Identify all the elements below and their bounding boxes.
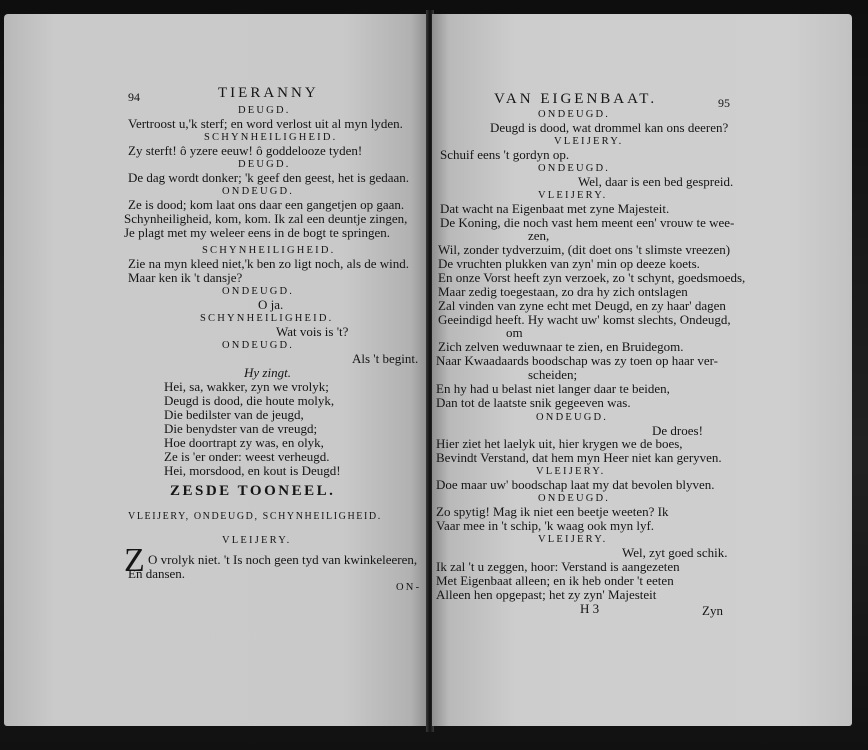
verse-line: O ja. xyxy=(258,297,284,312)
verse-line: De Koning, die noch vast hem meent een' vrouw te wee- xyxy=(440,215,735,230)
speaker-label: SCHYNHEILIGHEID. xyxy=(204,132,338,143)
verse-line: En onze Vorst heeft zyn verzoek, zo 't schynt, goedsmoeds, xyxy=(438,270,746,285)
verse-line: De droes! xyxy=(652,423,703,438)
catchword: Zyn xyxy=(702,603,723,618)
speaker-label: VLEIJERY. xyxy=(222,535,292,546)
verse-line: Wil, zonder tydverzuim, (dit doet ons 't slimste vreezen) xyxy=(438,242,731,257)
verse-line: Je plagt met my weleer eens in de bogt te springen. xyxy=(124,225,391,240)
verse-line: Wel, zyt goed schik. xyxy=(622,545,728,560)
speaker-label: ONDEUGD. xyxy=(222,286,295,297)
speaker-label: ONDEUGD. xyxy=(538,163,611,174)
verse-line: Schuif eens 't gordyn op. xyxy=(440,147,570,162)
right-page xyxy=(432,14,852,726)
verse-line: Hier ziet het laelyk uit, hier krygen we de boes, xyxy=(436,436,683,451)
speaker-label: VLEIJERY. xyxy=(554,136,624,147)
left-page xyxy=(4,14,428,726)
verse-line: De vruchten plukken van zyn' min op deeze koets. xyxy=(438,256,700,271)
song-line: Die bedilster van de jeugd, xyxy=(164,407,304,422)
signature-mark: H 3 xyxy=(580,601,600,616)
speaker-label: DEUGD. xyxy=(238,105,291,116)
verse-line: Zy sterft! ô yzere eeuw! ô goddelooze tyden! xyxy=(128,143,363,158)
verse-line: Zal vinden van zyne echt met Deugd, en zy haar' dagen xyxy=(438,298,726,313)
song-line: Hei, sa, wakker, zyn we vrolyk; xyxy=(164,379,329,394)
verse-line: Schynheiligheid, kom, kom. Ik zal een deuntje zingen, xyxy=(124,211,408,226)
verse-line: Naar Kwaadaards boodschap was zy toen op haar ver- xyxy=(436,353,719,368)
speaker-label: ONDEUGD. xyxy=(538,109,611,120)
verse-line: Dat wacht na Eigenbaat met zyne Majesteit. xyxy=(440,201,670,216)
scene-heading: ZESDE TOONEEL. xyxy=(170,483,336,499)
drop-cap: Z xyxy=(124,542,145,579)
verse-line: Zich zelven weduwnaar te zien, en Bruidegom. xyxy=(438,339,684,354)
verse-line: Ze is dood; kom laat ons daar een gangetjen op gaan. xyxy=(128,197,405,212)
stage-direction: Hy zingt. xyxy=(244,365,291,380)
verse-line: En hy had u belast niet langer daar te beiden, xyxy=(436,381,670,396)
verse-line: O vrolyk niet. 't Is noch geen tyd van kwinkeleeren, xyxy=(148,552,418,567)
verse-line: Bevindt Verstand, dat hem myn Heer niet kan geryven. xyxy=(436,450,722,465)
verse-line: scheiden; xyxy=(528,367,578,382)
verse-line: Ik zal 't u zeggen, hoor: Verstand is aangezeten xyxy=(436,559,680,574)
song-line: Hei, morsdood, en kout is Deugd! xyxy=(164,463,341,478)
verse-line: En dansen. xyxy=(128,566,186,581)
verse-line: Doe maar uw' boodschap laat my dat bevolen blyven. xyxy=(436,477,715,492)
verse-line: om xyxy=(506,325,523,340)
verse-line: Wel, daar is een bed gespreid. xyxy=(578,174,734,189)
speaker-label: VLEIJERY. xyxy=(538,534,608,545)
page-number: 95 xyxy=(718,96,730,110)
verse-line: Zie na myn kleed niet,'k ben zo ligt noch, als de wind. xyxy=(128,256,410,271)
running-head: VAN EIGENBAAT. xyxy=(494,91,658,107)
verse-line: Met Eigenbaat alleen; en ik heb onder 't eeten xyxy=(436,573,674,588)
speaker-label: VLEIJERY. xyxy=(536,466,606,477)
speaker-label: VLEIJERY. xyxy=(538,190,608,201)
verse-line: Deugd is dood, wat drommel kan ons deeren? xyxy=(490,120,729,135)
verse-line: Zo spytig! Mag ik niet een beetje weeten? Ik xyxy=(436,504,669,519)
speaker-label: DEUGD. xyxy=(238,159,291,170)
speaker-label: ONDEUGD. xyxy=(222,186,295,197)
verse-line: Maar zedig toegestaan, zo dra hy zich ontslagen xyxy=(438,284,688,299)
speaker-label: SCHYNHEILIGHEID. xyxy=(202,245,336,256)
verse-line: Alleen hen opgepast; het zy zyn' Majesteit xyxy=(436,587,657,602)
verse-line: De dag wordt donker; 'k geef den geest, het is gedaan. xyxy=(128,170,410,185)
speaker-label: ONDEUGD. xyxy=(538,493,611,504)
speaker-label: ONDEUGD. xyxy=(222,340,295,351)
verse-line: Vertroost u,'k sterf; en word verlost uit al myn lyden. xyxy=(128,116,403,131)
verse-line: Vaar mee in 't schip, 'k waag ook myn lyf. xyxy=(436,518,655,533)
speaker-label: ONDEUGD. xyxy=(536,412,609,423)
running-head: TIERANNY xyxy=(218,85,319,101)
song-line: Die benydster van de vreugd; xyxy=(164,421,318,436)
verse-line: zen, xyxy=(528,228,550,243)
song-line: Hoe doortrapt zy was, en olyk, xyxy=(164,435,324,450)
verse-line: Wat vois is 't? xyxy=(276,324,349,339)
page-number: 94 xyxy=(128,90,140,104)
verse-line: Geeindigd heeft. Hy wacht uw' komst slechts, Ondeugd, xyxy=(438,312,731,327)
catchword: ON- xyxy=(396,582,422,593)
speaker-label: SCHYNHEILIGHEID. xyxy=(200,313,334,324)
verse-line: Dan tot de laatste snik gegeeven was. xyxy=(436,395,631,410)
scene-characters: VLEIJERY, ONDEUGD, SCHYNHEILIGHEID. xyxy=(128,511,382,522)
verse-line: Maar ken ik 't dansje? xyxy=(128,270,243,285)
song-line: Deugd is dood, die houte molyk, xyxy=(164,393,335,408)
song-line: Ze is 'er onder: weest verheugd. xyxy=(164,449,330,464)
verse-line: Als 't begint. xyxy=(352,351,419,366)
